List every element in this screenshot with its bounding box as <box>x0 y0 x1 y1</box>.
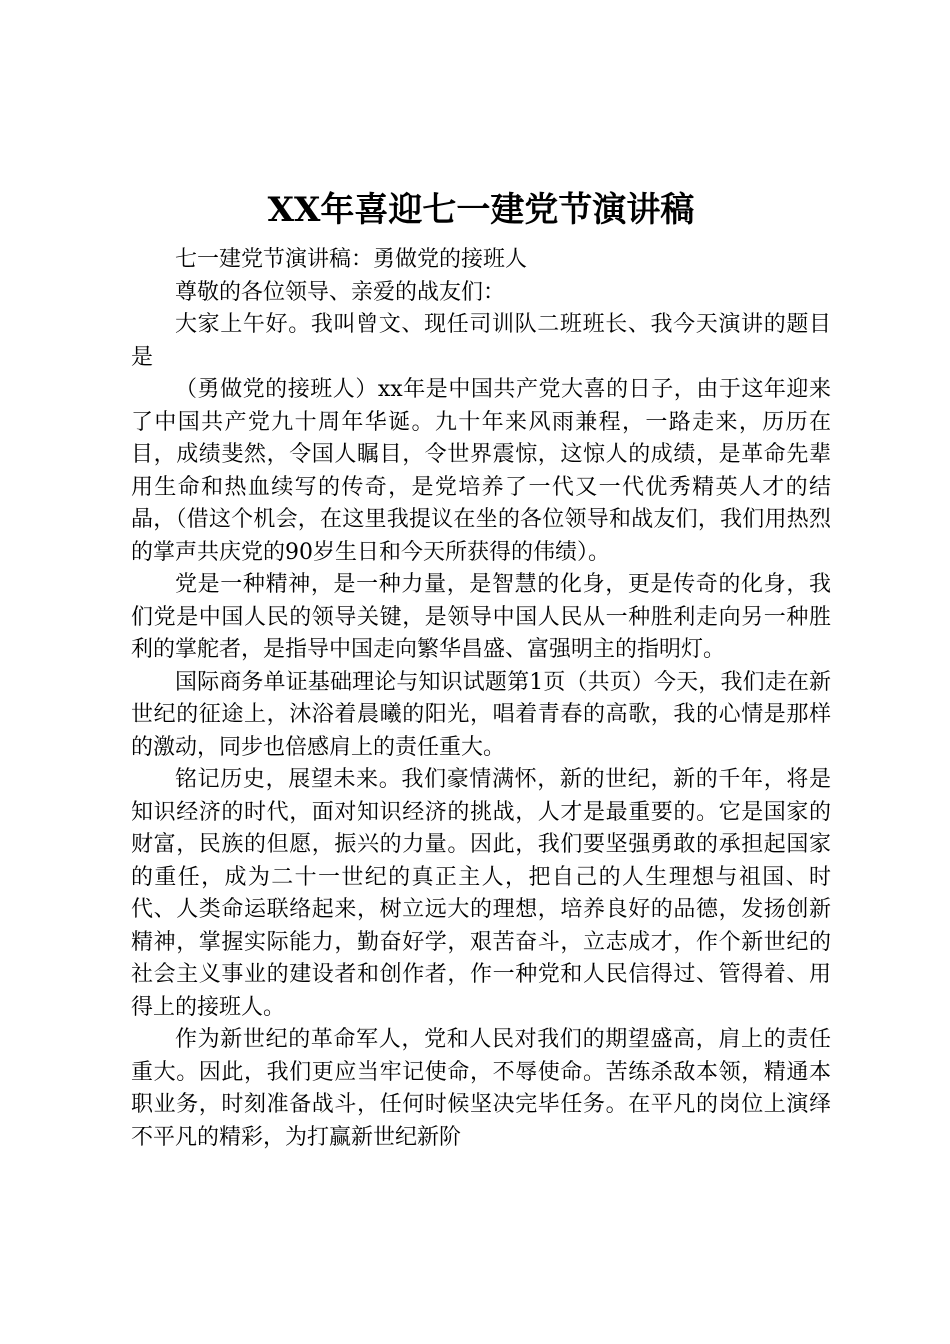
document-title: XX年喜迎七一建党节演讲稿 <box>267 190 695 230</box>
paragraph-salutation: 尊敬的各位领导、亲爱的战友们： <box>175 279 506 305</box>
document-page <box>131 183 831 1154</box>
paragraph-remember-history: 铭记历史，展望未来。我们豪情满怀，新的世纪，新的千年，将是知识经济的时代，面对知识经济的挑战，人才是最重要的。它是国家的财富，民族的但愿，振兴的力量。因此，我们要坚强勇敢的承担起国家的重任，成为二十一世纪的真正主人，把自己的人生理想与祖国、时代、人类命运联络起来，树立远大的理想，培养良好的品德，发扬创新精神，掌握实际能力，勤奋好学，艰苦奋斗，立志成才，作个新世纪的社会主义事业的建设者和创作者，作一种党和人民信得过、管得着、用得上的接班人。 <box>131 767 831 1020</box>
paragraph-soldier-duty: 作为新世纪的革命军人，党和人民对我们的期望盛高，肩上的责任重大。因此，我们更应当牢记使命，不辱使命。苦练杀敌本领，精通本职业务，时刻准备战斗，任何时候坚决完毕任务。在平凡的岗位上演绎不平凡的精彩，为打赢新世纪新阶 <box>131 1027 831 1150</box>
paragraph-new-century: 国际商务单证基础理论与知识试题第1页（共页）今天，我们走在新世纪的征途上，沐浴着晨曦的阳光，唱着青春的高歌，我的心情是那样的激动，同步也倍感肩上的责任重大。 <box>131 669 831 760</box>
paragraph-subtitle: 七一建党节演讲稿：勇做党的接班人 <box>175 247 528 272</box>
paragraph-greeting: 大家上午好。我叫曾文、现任司训队二班班长、我今天演讲的题目是 <box>131 312 831 370</box>
paragraph-anniversary: （勇做党的接班人）xx年是中国共产党大喜的日子，由于这年迎来了中国共产党九十周年华诞。九十年来风雨兼程，一路走来，历历在目，成绩斐然，令国人瞩目，令世界震惊，这惊人的成绩，是革命先辈用生命和热血续写的传奇，是党培养了一代又一代优秀精英人才的结晶，（借这个机会，在这里我提议在坐的各位领导和战友们，我们用热烈的掌声共庆党的90岁生日和今天所获得的伟绩）。 <box>131 377 831 565</box>
paragraph-party-spirit: 党是一种精神，是一种力量，是智慧的化身，更是传奇的化身，我们党是中国人民的领导关键，是领导中国人民从一种胜利走向另一种胜利的掌舵者，是指导中国走向繁华昌盛、富强明主的指明灯。 <box>131 572 831 662</box>
